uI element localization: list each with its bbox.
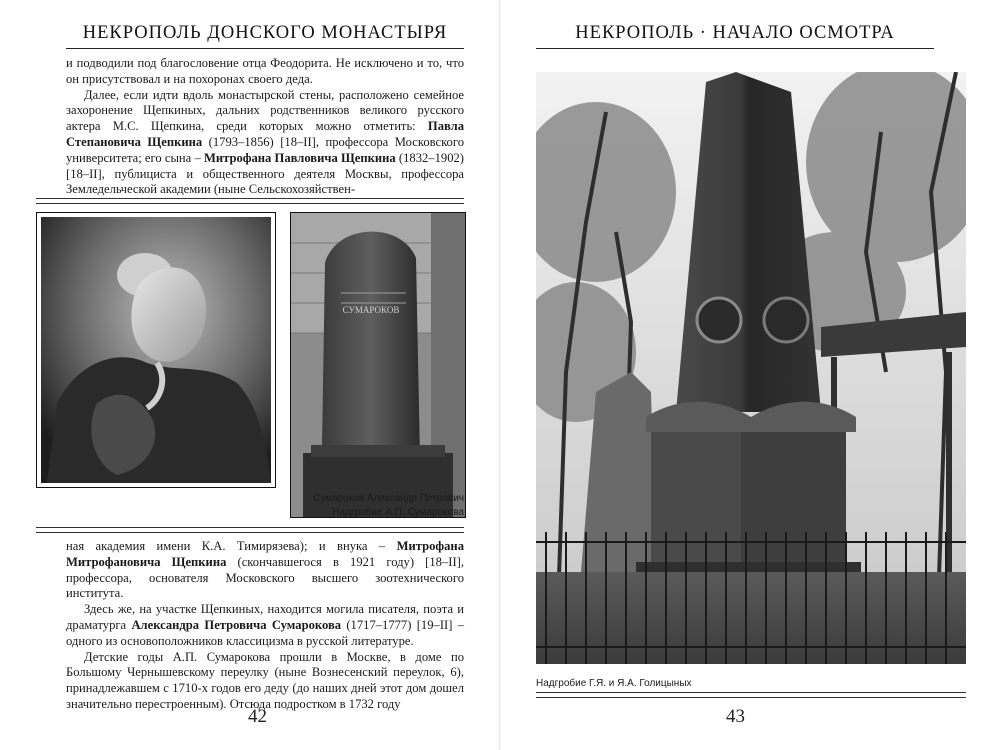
tombstone-inscription: СУМАРОКОВ <box>342 305 400 315</box>
gutter <box>499 0 501 750</box>
paragraph: Детские годы А.П. Сумарокова прошли в Москве, в доме по Большому Чернышевскому переулку (ныне Вознесенский переулок, 6), принадлежавшем с 1710-х годов его деду (до наших дней этот дом дошел значительно перестроенным). Отсюда подростком в 1732 году <box>66 649 464 711</box>
paragraph: и подводили под благословение отца Феодорита. Не исключено и то, что он присутствовал и на похоронах своего деда. <box>66 56 464 86</box>
left-photo-caption <box>204 492 464 520</box>
paragraph: ная академия имени К.А. Тимирязева); и внука – Митрофана Митрофановича Щепкина (скончавшегося в 1921 году) [18–II], профессора, основателя Московского высшего зоотехнического института. <box>66 539 464 601</box>
divider-rule <box>36 198 464 204</box>
right-page-number: 43 <box>726 706 745 727</box>
left-top-text <box>66 56 464 198</box>
left-bottom-text <box>66 539 464 713</box>
portrait-sumarokov-photo <box>36 212 276 488</box>
golitsyn-tombstone-photo <box>536 72 966 664</box>
paragraph: Здесь же, на участке Щепкиных, находится могила писателя, поэта и драматурга Александра Петровича Сумарокова (1717–1777) [19–II] – одного из основоположников классицизма в русской литературе. <box>66 602 464 648</box>
tombstone-sumarokov-photo <box>290 212 466 518</box>
person-name: Павла Степановича Щепкина <box>66 119 464 149</box>
caption-line: Сумароков Александр Петрович <box>313 493 464 504</box>
caption-line: Надгробие А.П. Сумарокова <box>332 507 464 518</box>
left-running-head: НЕКРОПОЛЬ ДОНСКОГО МОНАСТЫРЯ <box>66 18 464 49</box>
person-name: Митрофана Митрофановича Щепкина <box>66 539 464 569</box>
right-running-head: НЕКРОПОЛЬ · НАЧАЛО ОСМОТРА <box>536 18 934 49</box>
person-name: Александра Петровича Сумарокова <box>131 617 342 632</box>
divider-rule <box>36 527 464 533</box>
divider-rule <box>536 692 966 698</box>
left-page-number: 42 <box>248 706 267 727</box>
person-name: Митрофана Павловича Щепкина <box>203 150 396 165</box>
right-photo-caption: Надгробие Г.Я. и Я.А. Голицыных <box>536 678 692 689</box>
paragraph: Далее, если идти вдоль монастырской стены, расположено семейное захоронение Щепкиных, дальних родственников великого русского актера М.С. Щепкина, среди которых можно отметить: Павла Степановича Щепкина (1793–1856) [18–II], профессора Московского университета; его сына – Митрофана Павловича Щепкина (1832–1902) [18–II], публициста и общественного деятеля Москвы, профессора Земледельческой академии (ныне Сельскохозяйствен- <box>66 87 464 197</box>
